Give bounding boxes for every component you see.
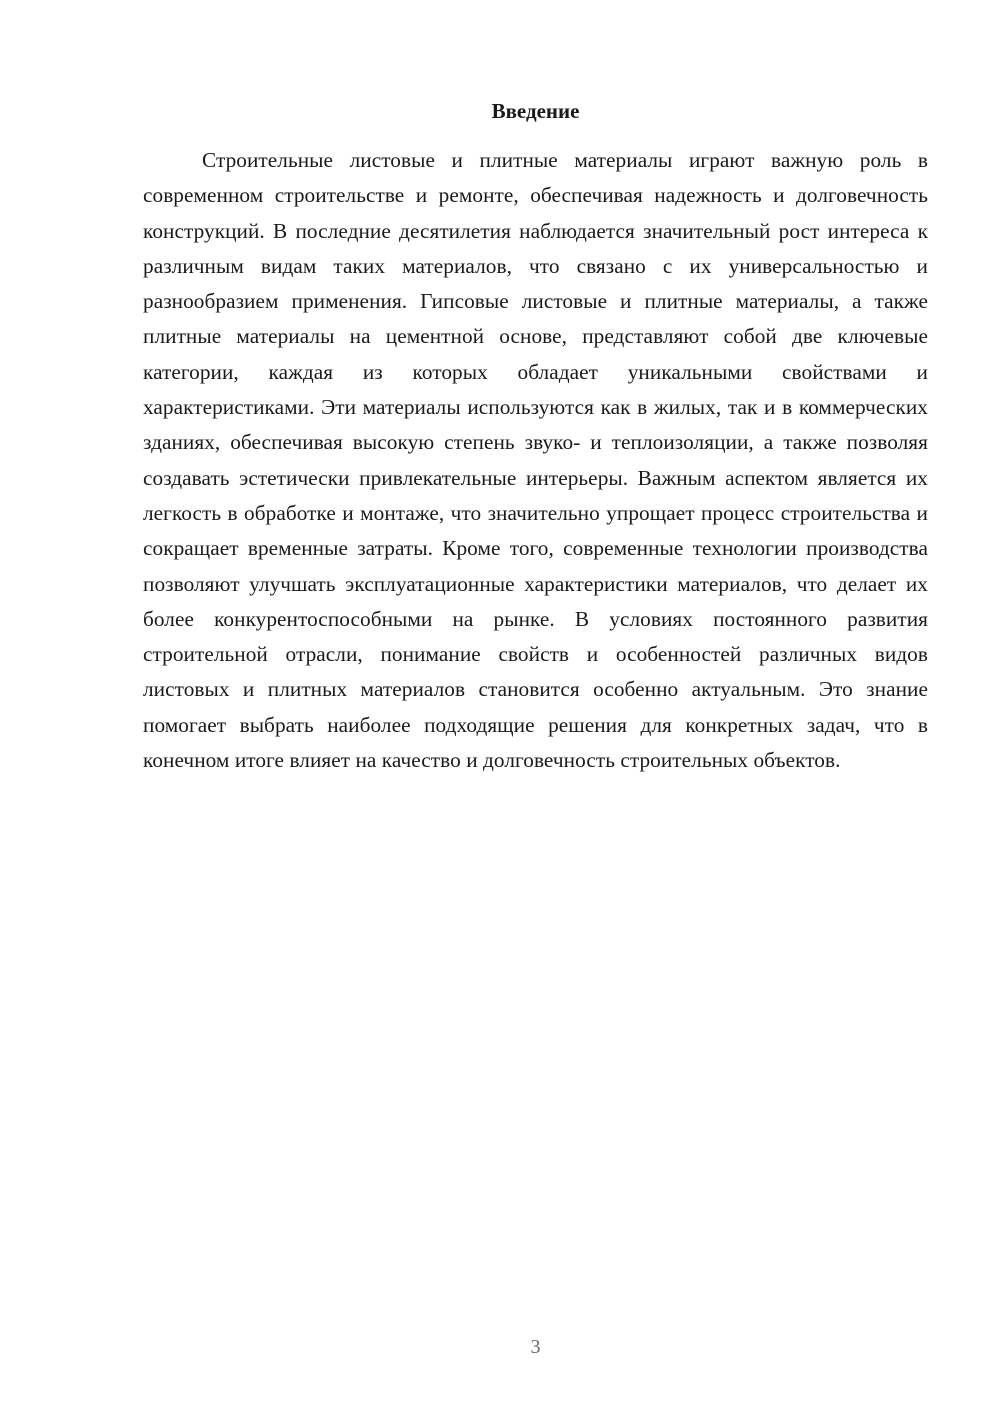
page-number: 3 bbox=[530, 1336, 541, 1358]
section-heading: Введение bbox=[491, 99, 580, 123]
body-paragraph: Строительные листовые и плитные материалы играют важную роль в современном строительстве и ремонте, обеспечивая надежность и долговечность конструкций. В последние десятилетия наблюдается значительный рост интереса к различным видам таких материалов, что связано с их универсальностью и разнообразием применения. Гипсовые листовые и плитные материалы, а также плитные материалы на цементной основе, представляют собой две ключевые категории, каждая из которых обладает уникальными свойствами и характеристиками. Эти материалы используются как в жилых, так и в коммерческих зданиях, обеспечивая высокую степень звуко- и теплоизоляции, а также позволяя создавать эстетически привлекательные интерьеры. Важным аспектом является их легкость в обработке и монтаже, что значительно упрощает процесс строительства и сокращает временные затраты. Кроме того, современные технологии производства позволяют улучшать эксплуатационные характеристики материалов, что делает их более конкурентоспособными на рынке. В условиях постоянного развития строительной отрасли, понимание свойств и особенностей различных видов листовых и плитных материалов становится особенно актуальным. Это знание помогает выбрать наиболее подходящие решения для конкретных задач, что в конечном итоге влияет на качество и долговечность строительных объектов. bbox=[143, 148, 928, 773]
